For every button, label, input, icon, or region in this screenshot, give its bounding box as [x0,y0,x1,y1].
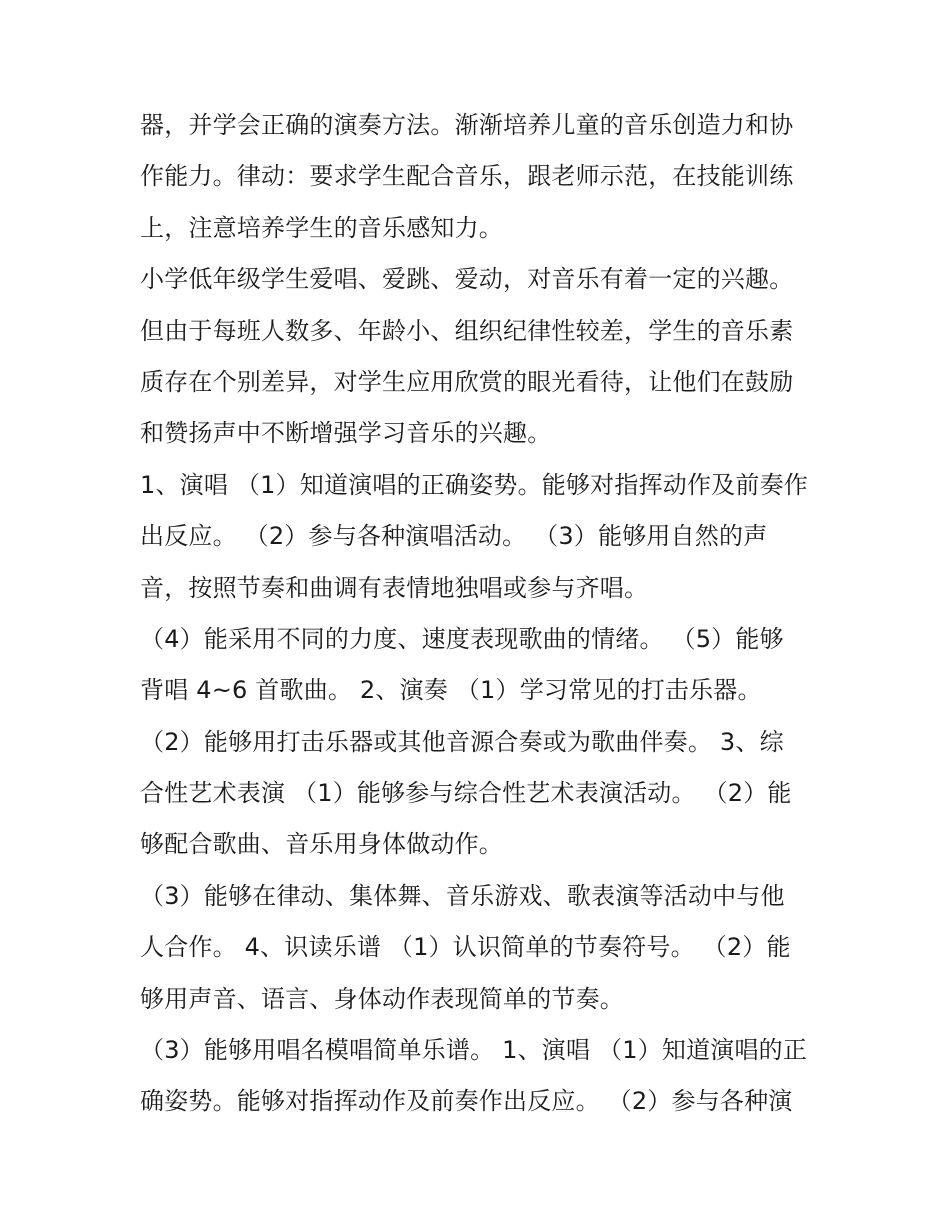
text-line: （2）能够用打击乐器或其他音源合奏或为歌曲伴奏。 3、综 [140,727,784,756]
text-line: （3）能够在律动、集体舞、音乐游戏、歌表演等活动中与他 [140,881,785,910]
text-line: 但由于每班人数多、年龄小、组织纪律性较差，学生的音乐素 [140,316,794,345]
text-line: 上，注意培养学生的音乐感知力。 [140,213,503,242]
text-line: 1、演唱 （1）知道演唱的正确姿势。能够对指挥动作及前奏作 [140,470,808,499]
text-line: 合性艺术表演 （1）能够参与综合性艺术表演活动。 （2）能 [140,779,792,808]
text-line: 背唱 4~6 首歌曲。 2、演奏 （1）学习常见的打击乐器。 [140,676,762,705]
text-line: 小学低年级学生爱唱、爱跳、爱动，对音乐有着一定的兴趣。 [140,265,794,294]
text-line: 和赞扬声中不断增强学习音乐的兴趣。 [140,419,552,448]
text-line: 人合作。 4、识读乐谱 （1）认识简单的节奏符号。 （2）能 [140,933,791,962]
text-line: 够配合歌曲、音乐用身体做动作。 [140,830,503,859]
text-line: 质存在个别差异，对学生应用欣赏的眼光看待，让他们在鼓励 [140,367,794,396]
text-line: （4）能采用不同的力度、速度表现歌曲的情绪。 （5）能够 [140,624,784,653]
text-line: 够用声音、语言、身体动作表现简单的节奏。 [140,984,624,1013]
text-line: 作能力。律动：要求学生配合音乐，跟老师示范，在技能训练 [140,162,794,191]
text-line: （3）能够用唱名模唱简单乐谱。 1、演唱 （1）知道演唱的正 [140,1036,808,1065]
text-line: 确姿势。能够对指挥动作及前奏作出反应。 （2）参与各种演 [140,1087,793,1116]
text-line: 出反应。 （2）参与各种演唱活动。 （3）能够用自然的声 [140,522,768,551]
text-line: 器，并学会正确的演奏方法。渐渐培养儿童的音乐创造力和协 [140,111,794,139]
text-line: 音，按照节奏和曲调有表情地独唱或参与齐唱。 [140,573,649,602]
body-text [140,100,820,1128]
